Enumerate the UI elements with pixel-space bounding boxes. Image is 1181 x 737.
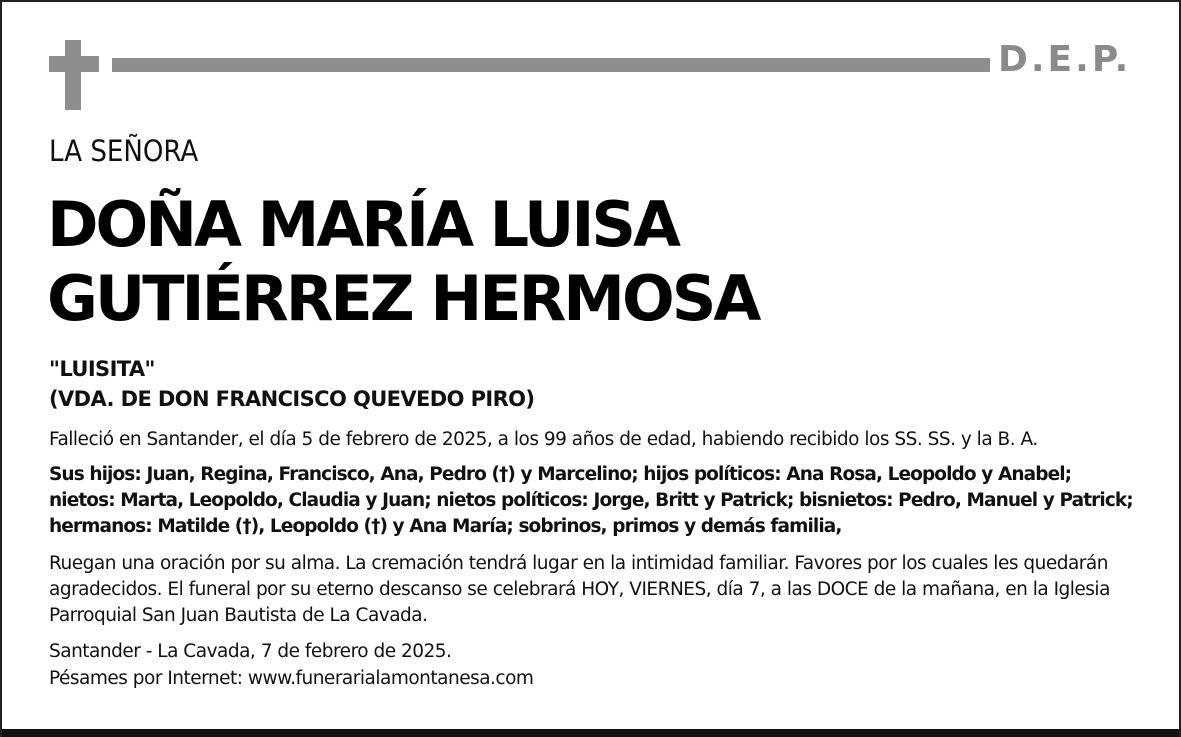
bottom-border xyxy=(2,729,1179,737)
widow-of: (VDA. DE DON FRANCISCO QUEVEDO PIRO) xyxy=(49,387,535,411)
place-date: Santander - La Cavada, 7 de febrero de 2025. xyxy=(49,641,452,662)
cross-icon-bar xyxy=(49,56,99,72)
dep-label: D.E.P. xyxy=(998,39,1132,80)
header-rule xyxy=(112,58,990,72)
deceased-name-line2: GUTIÉRREZ HERMOSA xyxy=(47,262,759,335)
death-text: Falleció en Santander, el día 5 de febrero de 2025, a los 99 años de edad, habiendo recibido los SS. SS. y la B. A. xyxy=(49,429,1038,450)
cross-icon xyxy=(65,40,81,110)
deceased-name-line1: DOÑA MARÍA LUISA xyxy=(47,188,679,261)
nickname: "LUISITA" xyxy=(49,357,155,381)
condolences-link: Pésames por Internet: www.funerarialamontanesa.com xyxy=(49,668,534,689)
title-prefix: LA SEÑORA xyxy=(49,134,199,168)
ceremony-text: Ruegan una oración por su alma. La cremación tendrá lugar en la intimidad familiar. Favores por los cuales les quedarán agradecidos. El funeral por su eterno descanso se celebrará HOY, VIERNES, día 7, a las DOCE de la mañana, en la Iglesia Parroquial San Juan Bautista de La Cavada. xyxy=(49,553,1110,626)
family-text: Sus hijos: Juan, Regina, Francisco, Ana, Pedro (†) y Marcelino; hijos políticos: Ana Rosa, Leopoldo y Anabel; nietos: Marta, Leopoldo, Claudia y Juan; nietos políticos: Jorge, Britt y Patrick; bisnietos: Pedro, Manuel y Patrick; hermanos: Matilde (†), Leopoldo (†) y Ana María; sobrinos, primos y demás familia, xyxy=(49,464,1133,537)
